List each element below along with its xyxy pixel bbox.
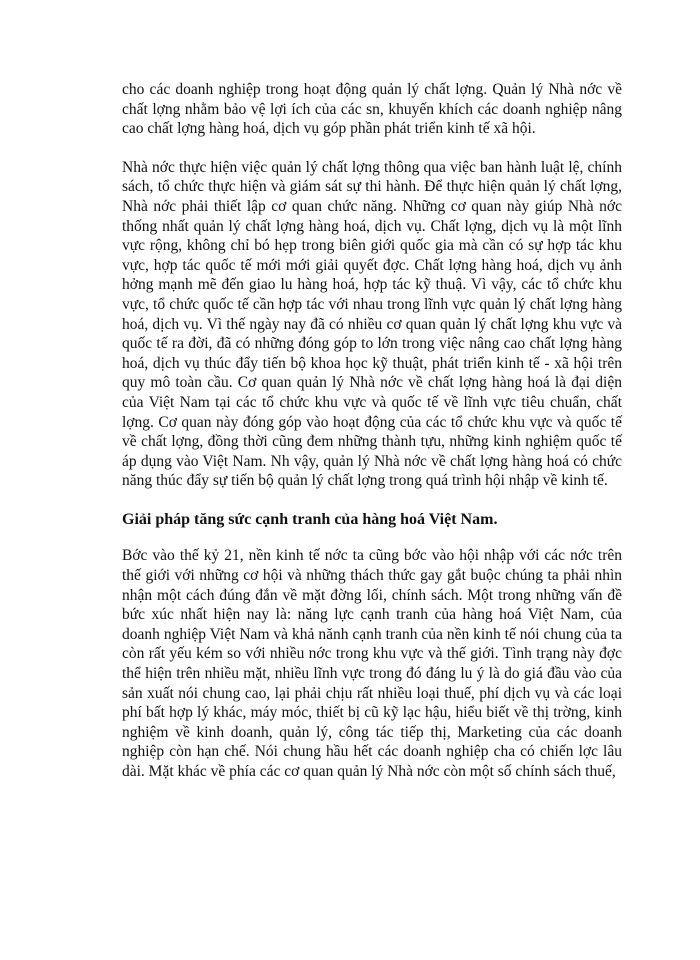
section-heading: Giải pháp tăng sức cạnh tranh của hàng hoá Việt Nam. [122,510,498,528]
document-body [122,80,622,801]
paragraph-1: cho các doanh nghiệp trong hoạt động quản lý chất lợng. Quản lý Nhà nớc về chất lợng nhằm bảo vệ lợi ích của các sn, khuyến khích các doanh nghiệp nâng cao chất lợng hàng hoá, dịch vụ góp phần phát triển kinh tế xã hội. [122,81,622,138]
paragraph-2: Nhà nớc thực hiện việc quản lý chất lợng thông qua việc ban hành luật lệ, chính sách, tổ chức thực hiện và giám sát sự thi hành. Để thực hiện quản lý chất lợng, Nhà nớc phải thiết lập cơ quan chức năng. Những cơ quan này giúp Nhà nớc thống nhất quản lý chất lợng hàng hoá, dịch vụ. Chất lợng, dịch vụ là một lĩnh vực rộng, không chỉ bó hẹp trong biên giới quốc gia mà cần có sự hợp tác khu vực, hợp tác quốc tế mới mới giải quyết đợc. Chất lợng hàng hoá, dịch vụ ảnh hởng mạnh mẽ đến giao lu hàng hoá, hợp tác kỹ thuậ. Vì vậy, các tổ chức khu vực, tổ chức quốc tế cần hợp tác với nhau trong lĩnh vực quản lý chất lợng hàng hoá, dịch vụ. Vì thế ngày nay đã có nhiều cơ quan quản lý chất lợng khu vực và quốc tế ra đời, đã có những đóng góp to lớn trong việc nâng cao chất lợng hàng hoá, dịch vụ thúc đẩy tiến bộ khoa học kỹ thuật, phát triển kinh tế - xã hội trên quy mô toàn cầu. Cơ quan quản lý Nhà nớc về chất lợng hàng hoá là đại diện của Việt Nam tại các tổ chức khu vực và quốc tế về lĩnh vực tiêu chuẩn, chất lợng. Cơ quan này đóng góp vào hoạt động của các tổ chức khu vực và quốc tế về chất lợng, đồng thời cũng đem những thành tựu, những kinh nghiệm quốc tế áp dụng vào Việt Nam. Nh vậy, quản lý Nhà nớc về chất lợng hàng hoá có chức năng thúc đẩy sự tiến bộ quản lý chất lợng trong quá trình hội nhập về kinh tế. [122,158,622,490]
paragraph-3: Bớc vào thế kỷ 21, nền kinh tế nớc ta cũng bớc vào hội nhập với các nớc trên thế giới với những cơ hội và những thách thức gay gắt buộc chúng ta phải nhìn nhận một cách đúng đắn về mặt đờng lối, chính sách. Một trong những vấn đề bức xúc nhất hiện nay là: năng lực cạnh tranh của hàng hoá Việt Nam, của doanh nghiệp Việt Nam và khả nănh cạnh tranh của nền kinh tế nói chung của ta còn rất yếu kém so với nhiều nớc trong khu vực và thế giới. Tình trạng này đợc thể hiện trên nhiều mặt, nhiều lĩnh vực trong đó đáng lu ý là do giá đầu vào của sản xuất nói chung cao, lại phải chịu rất nhiều loại thuế, phí dịch vụ và các loại phí bất hợp lý khác, máy móc, thiết bị cũ kỹ lạc hậu, hiểu biết về thị trờng, kinh nghiệm về kinh doanh, quản lý, công tác tiếp thị, Marketing của các doanh nghiệp còn hạn chế. Nói chung hầu hết các doanh nghiệp cha có chiến lợc lâu dài. Mặt khác về phía các cơ quan quản lý Nhà nớc còn một số chính sách thuế, [122,547,622,780]
